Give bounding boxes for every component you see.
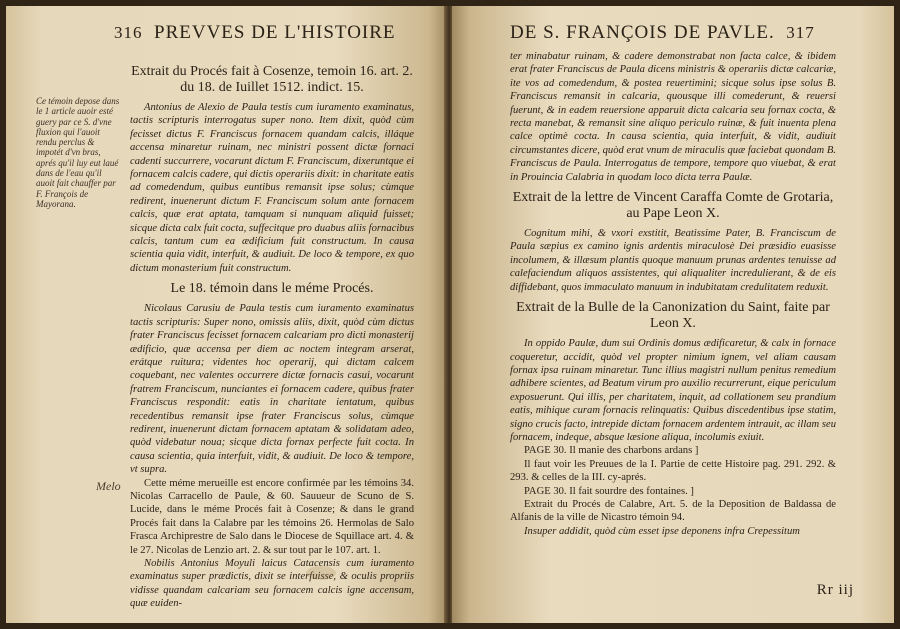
margin-note: Ce témoin depose dans le 1 article auoir esté guery par ce S. d'vne fluxion qui l'auoit rendu perclus & impotét d'vn bras, aprés qu'il luy eut laué dans de l'eau qu'il auoit fait chauffer par F. François de Mayorana. <box>36 96 120 209</box>
right-paragraph-3: In oppido Paulæ, dum sui Ordinis domus ædificaretur, & calx in fornace coqueretur, accidit, quòd vel propter nimium ignem, vel aliam causam fornax ipsa ruinam minaretur. Tunc illius magistri nullum penitus remedium adhibere scientes, ad Beatum virum pro auxilio recurrerunt, eique periculum exposuerunt. Qui illis, per charitatem, inquit, ad collationem seu prandium eatis, mihique curam fornacis relinquatis: Quibus discedentibus ipse statim, signo crucis facto, intrepide dictam fornacem ardentem intrauit, ac illam seu fornacem, indeque, absque læsione aliqua, incolumis exiuit. <box>510 338 836 443</box>
right-note-1: PAGE 30. Il manie des charbons ardans ] <box>524 445 699 457</box>
right-section-title-2: Extrait de la Bulle de la Canonization du Saint, faite par Leon X. <box>516 300 830 332</box>
right-note-2: PAGE 30. Il fait sourdre des fontaines. ] <box>524 485 694 497</box>
right-head-title: DE S. FRANÇOIS DE PAVLE. <box>510 22 775 43</box>
left-running-head <box>114 22 396 44</box>
right-running-head <box>510 22 815 44</box>
left-page-number: 316 <box>114 23 143 42</box>
left-paragraph-4: Nobilis Antonius Moyuli laicus Catacensis cum iuramento examinatus super prædictis, dixit se interfuisse, & oculis propriis vidisse quandam calcariam seu fornacem calcis igne accensam, quæ euiden- <box>130 558 414 610</box>
right-paragraph-4: Il faut voir les Preuues de la I. Partie de cette Histoire pag. 291. 292. & 293. & celles de la III. cy-aprés. <box>510 458 836 484</box>
right-page <box>452 6 894 623</box>
left-paragraph-1: Antonius de Alexio de Paula testis cum iuramento examinatus, tactis scripturis interrogatus super nono. Item dixit, quòd cùm fecisset dictus F. Franciscus fornacem quandam calcis, illáque accensa minaretur ruinam, nec ministri possent dictæ fornaci cadenti succurrere, vocarunt dictum F. Franciscum, dixeruntque ei fornacem calcis cadere, qui dictis operariis dixit: in charitate eatis ad comedendum, quibus euntibus remansit ipse solus; cùmque redirent, inuenerunt dictum F. Franciscum solum ante fornacem calcis, quæ erat aptata, tamquam si nunquam aliquid fuisset; sicque dicta calx fuit cocta, suffecitque pro duabus aliis fornacibus calcis, tantum cum ea ædificium fuit constructum. In causa scientia quia vidit, interfuit, & audiuit. De loco & tempore, ex quo dictum monasterium fuit constructum. <box>130 102 414 274</box>
left-body <box>130 58 414 611</box>
handwritten-margin-note: Melo <box>96 479 121 493</box>
left-head-title: PREVVES DE L'HISTOIRE <box>154 22 396 43</box>
left-paragraph-3: Cette méme merueille est encore confirmée par les témoins 34. Nicolas Carracello de Paule, & 60. Sauueur de Scuno de S. Lucide, dans le méme Procés fait à Cosenze; & dans le grand Procés fait dans la Calabre par les témoins 26. Hermolas de Salo Frasca Archiprestre de Salo dans le Diocese de Squillace art. 4. & le 27. Nicolas de Lenzio art. 2. & sur tout par le 107. art. 1. <box>130 477 414 556</box>
right-paragraph-2: Cognitum mihi, & vxori exstitit, Beatissime Pater, B. Franciscum de Paula sæpius ex camino ignis ardentis miraculosè Dei præsidio euasisse incolumem, & illæsum plantis quoque manuum prunas ardentes tenuisse ad calefaciendum aliquos assistentes, qui aliqualiter incredulierant, & de eis diffidebant, quos immaculato manuum in indubitatam credulitatem reduxit. <box>510 228 836 293</box>
signature-mark: Rr iij <box>816 582 854 598</box>
right-page-number: 317 <box>786 23 815 42</box>
right-paragraph-5: Extrait du Procés de Calabre, Art. 5. de la Deposition de Baldassa de Alfanis de la ville de Nicastro témoin 94. <box>510 498 836 524</box>
left-paragraph-2: Nicolaus Carusiu de Paula testis cum iuramento examinatus tactis scripturis: Super nono, omissis aliis, dixit, quòd cùm dictus frater Franciscus fecisset fornacem calcariam pro dicti monasterij ædificio, quæ accensa per diem ac noctem integram arserat, erátque ruitura; videntes hoc operarij, qui dictam calcem coquebant, nec valentes occurrere dictæ fornacis casui, vocarunt fratrem Franciscum, nunciantes ei fornacem cadere, quibus frater Franciscus respondit: eatis in charitate ientatum, quibus recedentibus remansit ipse frater Franciscus solus, cùmque redirent, inuenerunt dictam fornacem aptatam & solidatam adeo, quòd videbatur noua; sicque dicta fornax perfecte fuit cocta. In causa scientia, quia interfuit, vidit, & audiuit. De loco & tempore, vt supra. <box>130 303 414 476</box>
right-section-title-1: Extrait de la lettre de Vincent Caraffa Comte de Grotaria, au Pape Leon X. <box>512 190 834 222</box>
left-page <box>6 6 446 623</box>
left-section-title-1: Extrait du Procés fait à Cosenze, temoin 16. art. 2. du 18. de Iuillet 1512. indict. 15. <box>131 64 413 95</box>
right-paragraph-1: ter minabatur ruinam, & cadere demonstrabat non facta calce, & ibidem erat frater Franciscus de Paula dicens ministris & operariis dictæ calcariæ, ite vos ad comedendum, & postea reuertimini; sicque solus ipse solus B. Franciscus remansit in calcaria, quousque illi comederunt, & reuersi fuerunt, & in eadem reuersione apparuit dicta calcaria seu fornax cocta, & recta manebat, & remansit sine aliquo periculo ruinæ, & fuit inuenta plena calce optimè cocta. In causa scientia, quia interfuit, & vidit, audiuit circumstantes dicere, quòd erat vnum de miraculis quæ faciebat quondam B. Franciscus de Paula. Interrogatus de tempore, tempore quo viuebat, & erat in Prouincia Calabria in quodam loco dicta terra Paulæ. <box>510 51 836 183</box>
right-body <box>510 50 836 538</box>
paper-stain <box>306 566 336 580</box>
right-paragraph-6: Insuper addidit, quòd cùm esset ipse deponens infra Crepessitum <box>524 525 800 537</box>
left-section-title-2: Le 18. témoin dans le méme Procés. <box>170 281 374 297</box>
